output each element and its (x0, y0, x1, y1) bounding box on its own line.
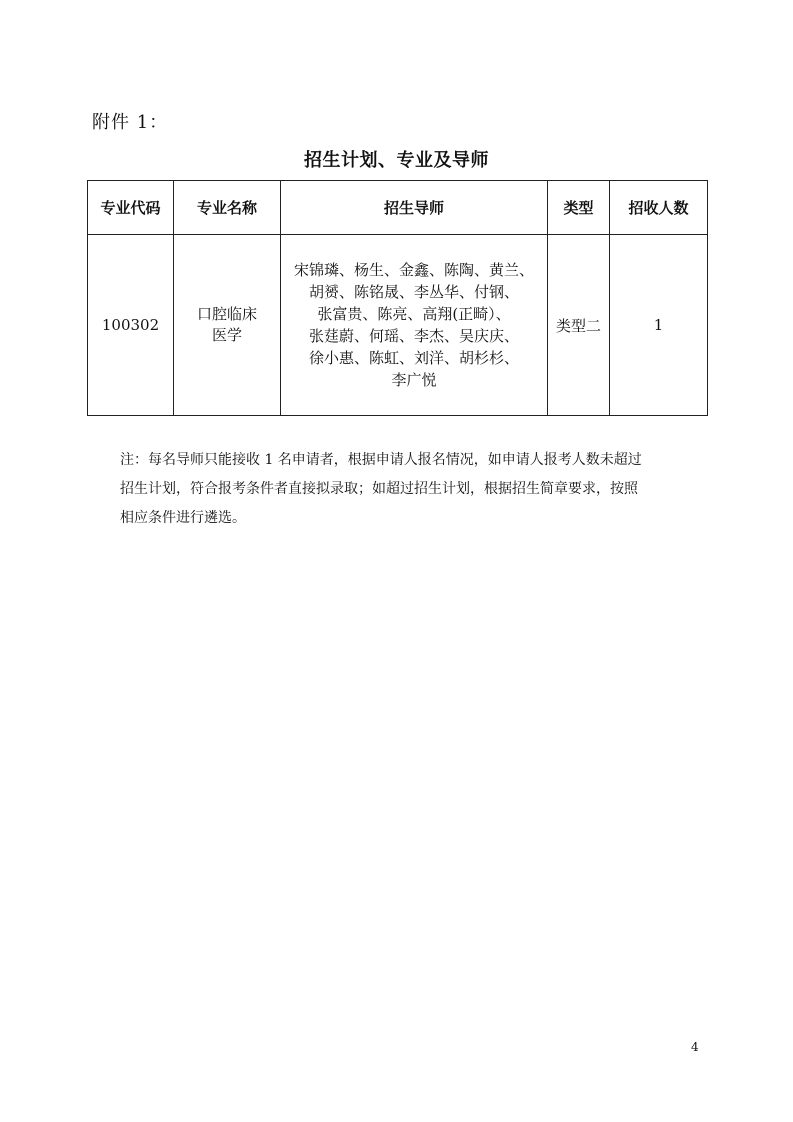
tutors-cell (281, 235, 548, 416)
enrollment-plan-table (87, 180, 708, 416)
table-header-row (88, 181, 708, 235)
document-title: 招生计划、专业及导师 (304, 150, 489, 171)
footnote (120, 446, 700, 533)
enrollment-count-cell: 1 (610, 235, 708, 416)
footnote-line: 注：每名导师只能接收 1 名申请者，根据申请人报名情况，如申请人报考人数未超过 (120, 452, 642, 468)
tutor-line: 李广悦 (391, 371, 437, 389)
major-name-cell (174, 235, 281, 416)
tutor-line: 张莛蔚、何瑶、李杰、吴庆庆、 (308, 327, 519, 345)
footnote-line: 招生计划，符合报考条件者直接拟录取；如超过招生计划，根据招生简章要求，按照 (120, 481, 638, 497)
header-enrollment-count: 招收人数 (610, 181, 708, 235)
table-row (88, 235, 708, 416)
header-type: 类型 (548, 181, 610, 235)
tutor-line: 徐小惠、陈虹、刘洋、胡杉杉、 (308, 349, 519, 367)
attachment-label: 附件 1： (92, 112, 169, 133)
tutor-line: 张富贵、陈亮、高翔(正畸）、 (317, 305, 511, 323)
tutor-line: 宋锦璘、杨生、金鑫、陈陶、黄兰、 (293, 261, 534, 279)
major-code-cell: 100302 (88, 235, 174, 416)
footnote-line: 相应条件进行遴选。 (120, 510, 246, 526)
major-name-line: 口腔临床 (196, 305, 257, 323)
major-name-line: 医学 (211, 326, 242, 344)
type-cell: 类型二 (548, 235, 610, 416)
header-major-code: 专业代码 (88, 181, 174, 235)
header-major-name: 专业名称 (174, 181, 281, 235)
header-tutors: 招生导师 (281, 181, 548, 235)
page-number: 4 (691, 1040, 699, 1054)
tutor-line: 胡赟、陈铭晟、李丛华、付钢、 (308, 283, 519, 301)
